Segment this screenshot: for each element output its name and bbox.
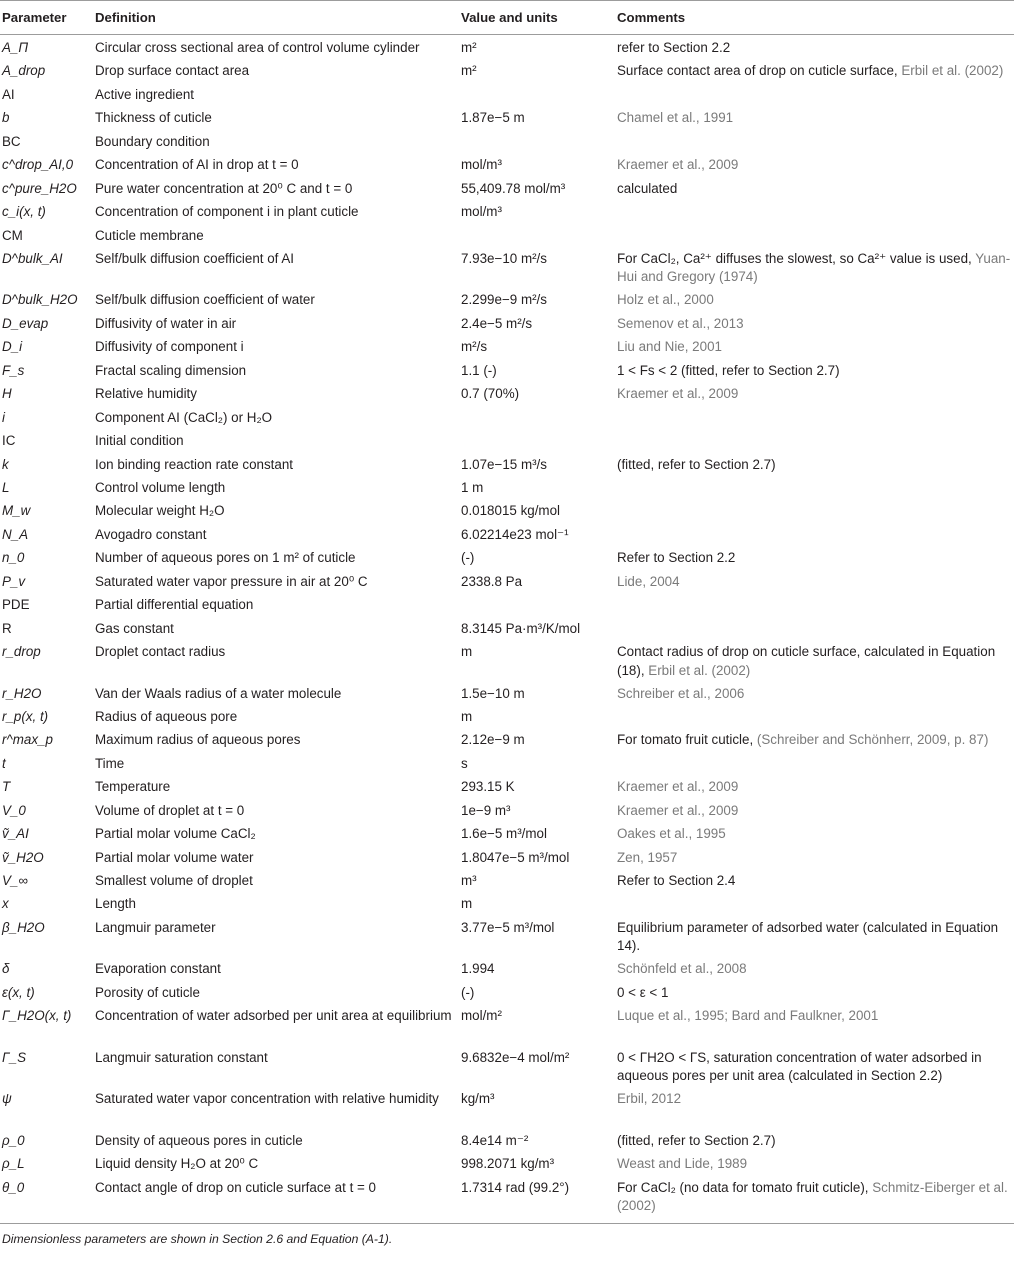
cell-parameter: δ: [2, 961, 10, 977]
cell-value: 2.299e−9 m²/s: [461, 292, 547, 308]
cell-value: mol/m³: [461, 157, 502, 173]
cell-definition: Saturated water vapor concentration with relative humidity: [95, 1091, 439, 1107]
cell-parameter: θ_0: [0, 1179, 93, 1224]
cell-comments: Semenov et al., 2013: [617, 315, 744, 331]
table-row: [0, 86, 1014, 109]
cell-comments: 0 < ε < 1: [617, 984, 669, 1000]
cell-value: s: [461, 755, 468, 771]
cell-value: 1.8047e−5 m³/mol: [461, 849, 570, 865]
cell-parameter: BC: [2, 133, 21, 149]
cell-comments: Kraemer et al., 2009: [617, 779, 739, 795]
cell-comments: Equilibrium parameter of adsorbed water (calculated in Equation 14).: [617, 919, 999, 954]
table-row: [0, 502, 1014, 525]
cell-definition: Liquid density H₂O at 20⁰ C: [95, 1156, 259, 1172]
cell-parameter: n_0: [2, 550, 25, 566]
cell-definition: Pure water concentration at 20⁰ C and t = 0: [95, 180, 353, 196]
cell-value: m: [461, 708, 473, 724]
cell-definition: Concentration of water adsorbed per unit area at equilibrium: [95, 1008, 452, 1024]
cell-value: 1.87e−5 m: [461, 110, 525, 126]
cell-value: [459, 432, 615, 455]
cell-parameter: ψ: [2, 1091, 12, 1107]
cell-definition: Relative humidity: [95, 386, 197, 402]
cell-value: 2.12e−9 m: [461, 732, 525, 748]
table-row: [0, 362, 1014, 385]
cell-value: 2338.8 Pa: [461, 573, 523, 589]
cell-value: mol/m³: [461, 204, 502, 220]
cell-value: 9.6832e−4 mol/m²: [461, 1049, 570, 1065]
cell-definition: Diffusivity of water in air: [95, 315, 237, 331]
comment-text: For CaCl₂ (no data for tomato fruit cuticle),: [617, 1179, 873, 1195]
cell-parameter: P_v: [2, 573, 26, 589]
cell-definition: Partial molar volume water: [95, 849, 254, 865]
cell-parameter: PDE: [2, 597, 30, 613]
table-row: [0, 385, 1014, 408]
header-value: Value and units: [459, 1, 615, 35]
cell-comments: Liu and Nie, 2001: [617, 339, 722, 355]
table-header: [0, 1, 1014, 35]
table-row: [0, 156, 1014, 179]
cell-value: [459, 133, 615, 156]
cell-value: 1e−9 m³: [461, 802, 511, 818]
cell-value: m: [461, 896, 473, 912]
citation-link[interactable]: Erbil et al. (2002): [901, 63, 1004, 79]
table-row: [0, 573, 1014, 596]
cell-parameter: ρ_L: [2, 1156, 25, 1172]
table-row: [0, 685, 1014, 708]
cell-definition: Initial condition: [95, 433, 184, 449]
comment-text: Surface contact area of drop on cuticle surface,: [617, 63, 902, 79]
cell-value: 8.3145 Pa·m³/K/mol: [461, 620, 581, 636]
table-row: [0, 1132, 1014, 1155]
cell-value: [459, 409, 615, 432]
table-row: [0, 802, 1014, 825]
cell-definition: Langmuir saturation constant: [95, 1049, 268, 1065]
cell-parameter: F_s: [2, 362, 25, 378]
cell-definition: Circular cross sectional area of control volume cylinder: [95, 40, 420, 55]
cell-parameter: x: [2, 896, 9, 912]
cell-parameter: CM: [2, 227, 23, 243]
cell-parameter: AI: [2, 86, 15, 102]
cell-comments: [615, 526, 1014, 549]
cell-parameter: ṽ_H2O: [2, 849, 44, 865]
table-row: [0, 203, 1014, 226]
table-row: [0, 872, 1014, 895]
cell-value: 1.1 (-): [461, 362, 497, 378]
comment-text: For tomato fruit cuticle,: [617, 732, 757, 748]
cell-value: (-): [461, 984, 475, 1000]
cell-definition: Ion binding reaction rate constant: [95, 456, 294, 472]
cell-value: (-): [461, 550, 475, 566]
cell-value: 293.15 K: [461, 779, 515, 795]
cell-comments: Zen, 1957: [617, 849, 678, 865]
cell-value: 1.07e−15 m³/s: [461, 456, 547, 472]
cell-comments: Chamel et al., 1991: [617, 110, 734, 126]
cell-definition: Temperature: [95, 779, 171, 795]
header-comments: Comments: [615, 1, 1014, 35]
cell-parameter: c_i(x, t): [2, 204, 46, 220]
table-row: [0, 62, 1014, 85]
cell-value: 1.7314 rad (99.2°): [459, 1179, 615, 1224]
cell-parameter: L: [2, 479, 10, 495]
cell-definition: Self/bulk diffusion coefficient of water: [95, 292, 315, 308]
citation-link[interactable]: Schmitz-Eiberger et al. (2002): [617, 1179, 1008, 1214]
cell-comments: [615, 1179, 1014, 1224]
cell-comments: Oakes et al., 1995: [617, 826, 726, 842]
cell-definition: Gas constant: [95, 620, 174, 636]
cell-definition: Contact angle of drop on cuticle surface at t = 0: [93, 1179, 459, 1224]
cell-value: [459, 227, 615, 250]
cell-value: 55,409.78 mol/m³: [461, 180, 566, 196]
cell-parameter: k: [2, 456, 9, 472]
cell-parameter: ρ_0: [2, 1132, 25, 1148]
cell-definition: Partial differential equation: [95, 597, 254, 613]
cell-value: 0.018015 kg/mol: [461, 503, 561, 519]
table-row: [0, 432, 1014, 455]
cell-value: [459, 86, 615, 109]
table-row: [0, 919, 1014, 961]
cell-definition: Drop surface contact area: [95, 63, 250, 79]
cell-value: 1 m: [461, 479, 484, 495]
cell-definition: Smallest volume of droplet: [95, 873, 253, 888]
cell-comments: [615, 432, 1014, 455]
cell-value: 998.2071 kg/m³: [461, 1156, 555, 1172]
cell-value: kg/m³: [461, 1091, 495, 1107]
cell-definition: Number of aqueous pores on 1 m² of cuticle: [95, 550, 356, 566]
cell-comments: Schönfeld et al., 2008: [617, 961, 747, 977]
table-row: [0, 778, 1014, 801]
cell-definition: Volume of droplet at t = 0: [95, 802, 245, 818]
cell-definition: Langmuir parameter: [95, 919, 216, 935]
cell-parameter: Γ_H2O(x, t): [2, 1008, 72, 1024]
cell-parameter: D_evap: [2, 315, 49, 331]
cell-comments: Holz et al., 2000: [617, 292, 714, 308]
cell-comments: 1 < Fs < 2 (fitted, refer to Section 2.7): [617, 362, 840, 378]
cell-definition: Droplet contact radius: [95, 644, 226, 659]
table-row: [0, 849, 1014, 872]
cell-definition: Diffusivity of component i: [95, 339, 244, 355]
cell-comments: Refer to Section 2.2: [617, 550, 736, 566]
cell-value: 0.7 (70%): [461, 386, 520, 402]
cell-value: [459, 596, 615, 619]
cell-comments: [615, 708, 1014, 731]
cell-definition: Concentration of component i in plant cuticle: [95, 204, 359, 220]
cell-definition: Density of aqueous pores in cuticle: [95, 1132, 303, 1148]
table-row: [0, 338, 1014, 361]
table-row: [0, 1007, 1014, 1049]
cell-comments: (fitted, refer to Section 2.7): [617, 456, 776, 472]
cell-definition: Cuticle membrane: [95, 227, 204, 243]
table-row: [0, 755, 1014, 778]
cell-parameter: A_drop: [2, 63, 46, 79]
table-row: [0, 1179, 1014, 1224]
cell-parameter: N_A: [2, 526, 29, 542]
cell-definition: Boundary condition: [95, 133, 210, 149]
table-row: [0, 596, 1014, 619]
table-row: [0, 643, 1014, 685]
cell-parameter: V_0: [2, 802, 26, 818]
cell-parameter: M_w: [2, 503, 31, 519]
cell-definition: Thickness of cuticle: [95, 110, 212, 126]
cell-definition: Partial molar volume CaCl₂: [95, 826, 256, 842]
table-row: [0, 895, 1014, 918]
cell-comments: Refer to Section 2.4: [617, 873, 736, 888]
cell-comments: [615, 479, 1014, 502]
cell-definition: Fractal scaling dimension: [95, 362, 247, 378]
table-row: [0, 825, 1014, 848]
cell-definition: Radius of aqueous pore: [95, 708, 238, 724]
cell-comments: [615, 203, 1014, 226]
cell-value: 6.02214e23 mol⁻¹: [461, 526, 569, 542]
cell-comments: [615, 250, 1014, 292]
cell-value: m³: [461, 873, 477, 888]
cell-definition: Component AI (CaCl₂) or H₂O: [95, 409, 273, 425]
cell-definition: Control volume length: [95, 479, 226, 495]
cell-parameter: b: [2, 110, 10, 126]
table-row: [0, 180, 1014, 203]
cell-value: 8.4e14 m⁻²: [461, 1132, 529, 1148]
cell-comments: refer to Section 2.2: [617, 40, 731, 55]
cell-comments: [615, 620, 1014, 643]
cell-parameter: r_H2O: [2, 685, 42, 701]
cell-definition: Maximum radius of aqueous pores: [95, 732, 301, 748]
table-row: [0, 984, 1014, 1007]
cell-comments: Erbil, 2012: [617, 1091, 682, 1107]
table-row: [0, 315, 1014, 338]
header-parameter: Parameter: [0, 1, 93, 35]
cell-parameter: r^max_p: [2, 732, 53, 748]
cell-value: m²: [461, 40, 477, 55]
cell-definition: Time: [95, 755, 125, 771]
cell-value: 3.77e−5 m³/mol: [461, 919, 555, 935]
table-footnote: Dimensionless parameters are shown in Section 2.6 and Equation (A-1).: [2, 1232, 393, 1247]
cell-comments: Lide, 2004: [617, 573, 680, 589]
cell-comments: [615, 755, 1014, 778]
header-definition: Definition: [93, 1, 459, 35]
cell-parameter: ṽ_AI: [2, 826, 29, 842]
cell-comments: Luque et al., 1995; Bard and Faulkner, 2001: [617, 1008, 879, 1024]
citation-link[interactable]: Yuan-Hui and Gregory (1974): [617, 250, 1011, 285]
cell-parameter: H: [2, 386, 12, 402]
cell-comments: [615, 502, 1014, 525]
table-row: [0, 291, 1014, 314]
cell-comments: [615, 86, 1014, 109]
table-row: [0, 35, 1014, 63]
table-row: [0, 1155, 1014, 1178]
table-row: [0, 479, 1014, 502]
cell-definition: Van der Waals radius of a water molecule: [95, 685, 342, 701]
comment-text: Contact radius of drop on cuticle surface, calculated in Equation (18),: [617, 644, 996, 678]
table-row: [0, 731, 1014, 754]
cell-value: 2.4e−5 m²/s: [461, 315, 533, 331]
cell-comments: calculated: [617, 180, 678, 196]
cell-comments: [615, 895, 1014, 918]
cell-parameter: IC: [2, 433, 16, 449]
cell-parameter: T: [2, 779, 11, 795]
cell-parameter: V_∞: [2, 873, 28, 888]
table-row: [0, 133, 1014, 156]
cell-comments: Schreiber et al., 2006: [617, 685, 745, 701]
cell-comments: Kraemer et al., 2009: [617, 386, 739, 402]
cell-comments: Kraemer et al., 2009: [617, 802, 739, 818]
cell-definition: Porosity of cuticle: [95, 984, 200, 1000]
cell-definition: Saturated water vapor pressure in air at 20⁰ C: [95, 573, 368, 589]
cell-value: 7.93e−10 m²/s: [461, 250, 547, 266]
cell-value: m²/s: [461, 339, 488, 355]
cell-comments: [615, 596, 1014, 619]
cell-comments: Kraemer et al., 2009: [617, 157, 739, 173]
table-body: [0, 35, 1014, 1224]
table-row: [0, 960, 1014, 983]
cell-parameter: Γ_S: [2, 1049, 27, 1065]
comment-text: For CaCl₂, Ca²⁺ diffuses the slowest, so Ca²⁺ value is used,: [617, 250, 976, 266]
cell-parameter: c^drop_AI,0: [2, 157, 74, 173]
cell-definition: Molecular weight H₂O: [95, 503, 225, 519]
table-row: [0, 409, 1014, 432]
cell-parameter: c^pure_H2O: [2, 180, 77, 196]
table-row: [0, 549, 1014, 572]
cell-definition: Self/bulk diffusion coefficient of AI: [95, 250, 295, 266]
cell-parameter: A_Π: [2, 40, 29, 55]
cell-parameter: D^bulk_AI: [2, 250, 63, 266]
cell-parameter: β_H2O: [2, 919, 45, 935]
cell-parameter: ε(x, t): [2, 984, 35, 1000]
cell-parameter: t: [2, 755, 6, 771]
cell-value: 1.6e−5 m³/mol: [461, 826, 547, 842]
cell-value: m²: [461, 63, 477, 79]
cell-value: mol/m²: [461, 1008, 502, 1024]
table-row: [0, 708, 1014, 731]
cell-definition: Avogadro constant: [95, 526, 207, 542]
cell-definition: Concentration of AI in drop at t = 0: [95, 157, 299, 173]
citation-link[interactable]: (Schreiber and Schönherr, 2009, p. 87): [756, 732, 989, 748]
cell-comments: (fitted, refer to Section 2.7): [617, 1132, 776, 1148]
cell-parameter: D_i: [2, 339, 23, 355]
table-row: [0, 1090, 1014, 1132]
table-row: [0, 109, 1014, 132]
cell-parameter: i: [2, 409, 5, 425]
table-row: [0, 526, 1014, 549]
cell-comments: [615, 731, 1014, 754]
table-row: [0, 620, 1014, 643]
cell-parameter: R: [2, 620, 12, 636]
cell-definition: Active ingredient: [95, 86, 194, 102]
table-row: [0, 456, 1014, 479]
cell-definition: Evaporation constant: [95, 961, 221, 977]
table-row: [0, 250, 1014, 292]
cell-value: 1.5e−10 m: [461, 685, 525, 701]
cell-parameter: r_p(x, t): [2, 708, 49, 724]
cell-comments: Weast and Lide, 1989: [617, 1156, 748, 1172]
cell-parameter: D^bulk_H2O: [2, 292, 78, 308]
cell-comments: [615, 643, 1014, 685]
cell-comments: [615, 62, 1014, 85]
cell-comments: 0 < ΓH2O < ΓS, saturation concentration of water adsorbed in aqueous pores per unit area (calculated in Section 2.2): [617, 1049, 982, 1084]
table-row: [0, 1049, 1014, 1091]
cell-value: 1.994: [461, 961, 495, 977]
cell-value: m: [461, 644, 473, 659]
table-row: [0, 227, 1014, 250]
cell-comments: [615, 409, 1014, 432]
citation-link[interactable]: Erbil et al. (2002): [648, 662, 751, 678]
cell-comments: [615, 133, 1014, 156]
cell-definition: Length: [95, 896, 136, 912]
cell-comments: [615, 227, 1014, 250]
cell-parameter: r_drop: [2, 644, 41, 659]
